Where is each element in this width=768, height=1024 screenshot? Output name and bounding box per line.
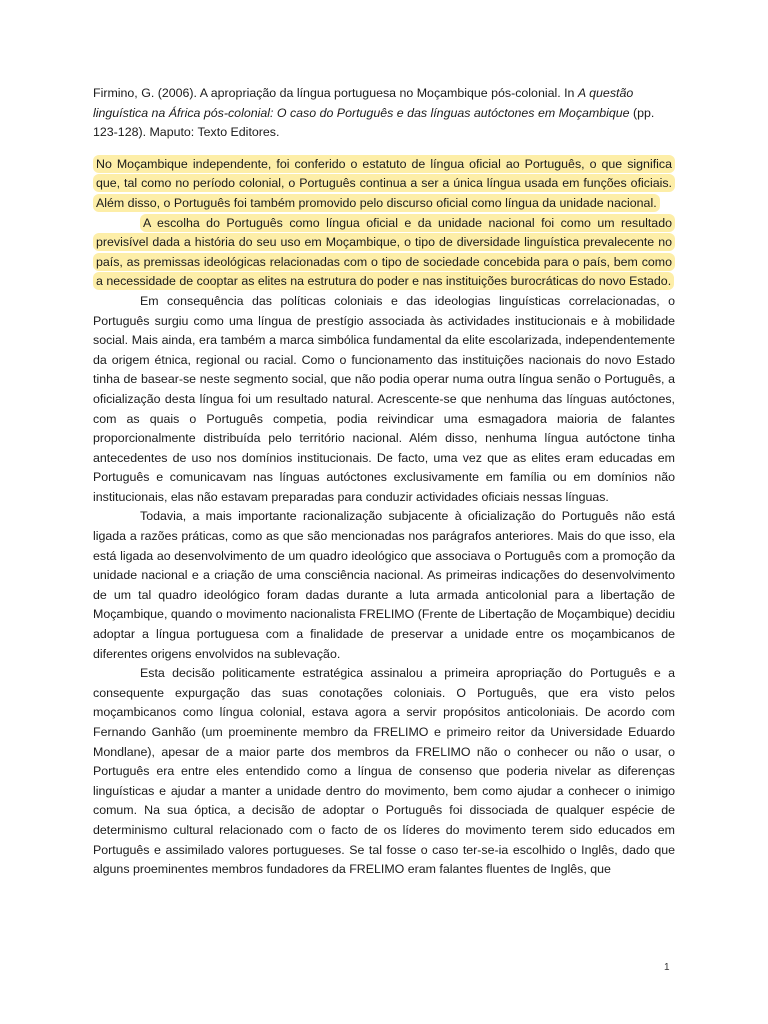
text-highlight[interactable]: A escolha do Português como língua oficial e da unidade nacional foi como um resultado previsível dada a história do seu uso em Moçambique, o tipo de diversidade linguística prevalecente no país, as premissas ideológicas relacionadas com o tipo de sociedade concebida para o país, bem como a necessidade de cooptar as elites na estrutura do poder e nas instituições burocráticas do novo Estado. [93,214,675,291]
paragraph: Em consequência das políticas coloniais e das ideologias linguísticas correlacionadas, o Português surgiu como uma língua de prestígio associada às actividades institucionais e à mobilidade social. Mais ainda, era também a marca simbólica fundamental da elite escolarizada, independentemente da origem étnica, regional ou racial. Como o funcionamento das instituições nacionais do novo Estado tinha de basear-se neste segmento social, que não podia operar numa outra língua senão o Português, a oficialização desta língua foi um resultado natural. Acrescente-se que nenhuma das línguas autóctones, com as quais o Português competia, podia reivindicar uma esmagadora maioria de falantes proporcionalmente distribuída pelo território nacional. Além disso, nenhuma língua autóctone tinha antecedentes de uso nos domínios institucionais. De facto, uma vez que as elites eram educadas em Português e comunicavam nas línguas autóctones exclusivamente em família ou em domínios não institucionais, elas não estavam preparadas para conduzir actividades oficiais nessas línguas. [93,293,675,504]
text-highlight[interactable]: No Moçambique independente, foi conferido o estatuto de língua oficial ao Português, o que significa que, tal como no período colonial, o Português continua a ser a única língua usada em funções oficiais. Além disso, o Português foi também promovido pelo discurso oficial como língua da unidade nacional. [93,155,675,212]
highlighted-paragraph-2 [93,214,675,292]
paragraph: Todavia, a mais importante racionalização subjacente à oficialização do Português não está ligada a razões práticas, como as que são mencionadas nos parágrafos anteriores. Mais do que isso, ela está ligada ao desenvolvimento de um quadro ideológico que associava o Português com a promoção da unidade nacional e a criação de uma consciência nacional. As primeiras indicações do desenvolvimento de um tal quadro ideológico foram dadas durante a luta armada anticolonial para a libertação de Moçambique, quando o movimento nacionalista FRELIMO (Frente de Libertação de Moçambique) decidiu adoptar a língua portuguesa com a finalidade de preservar a unidade entre os moçambicanos de diferentes origens envolvidos na sublevação. [93,509,675,661]
reference-authors: Firmino, G. (2006). A apropriação da língua portuguesa no Moçambique pós-colonial. In [93,86,578,100]
highlighted-paragraph-1 [93,155,675,214]
paragraph: Esta decisão politicamente estratégica assinalou a primeira apropriação do Português e a consequente expurgação das suas conotações coloniais. O Português, que era visto pelos moçambicanos como língua colonial, estava agora a servir propósitos anticoloniais. De acordo com Fernando Ganhão (um proeminente membro da FRELIMO e primeiro reitor da Universidade Eduardo Mondlane), apesar de a maior parte dos membros da FRELIMO não o conhecer ou não o usar, o Português era entre eles entendido como a língua de consenso que poderia nivelar as diferenças linguísticas e ajudar a manter a unidade dentro do movimento, bem como ajudar a conhecer o inimigo comum. Na sua óptica, a decisão de adoptar o Português foi dissociada de qualquer espécie de determinismo cultural relacionado com o facto de os líderes do movimento terem sido educados em Português e assimilado valores portugueses. Se tal fosse o caso ter-se-ia escolhido o Inglês, dado que alguns proeminentes membros fundadores da FRELIMO eram falantes fluentes de Inglês, que [93,666,675,877]
reference-book-title: A questão linguística na África pós-colonial: O caso do Português e das línguas autóctones em Moçambique [93,86,634,120]
page-number: 1 [664,962,670,973]
document-page [93,84,675,880]
bibliographic-reference [93,84,675,143]
reference-publisher: (pp. 123-128). Maputo: Texto Editores. [93,105,655,140]
